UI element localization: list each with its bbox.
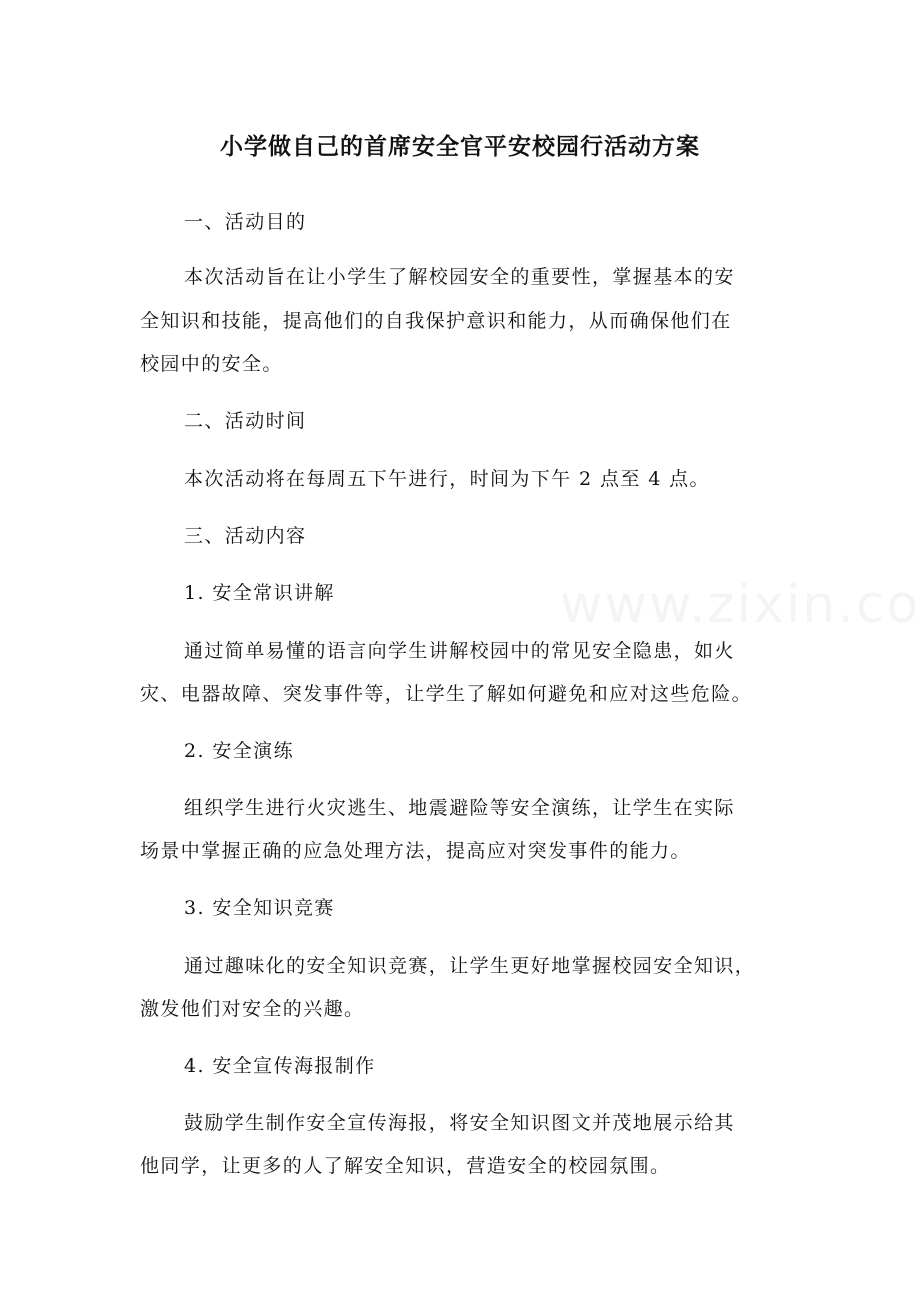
section-heading-time: 二、活动时间 [184,410,307,432]
section-heading-content: 三、活动内容 [184,525,307,547]
paragraph-line: 他同学，让更多的人了解安全知识，营造安全的校园氛围。 [140,1155,671,1177]
paragraph-line: 灾、电器故障、突发事件等，让学生了解如何避免和应对这些危险。 [140,683,753,705]
paragraph-line: 组织学生进行火灾逃生、地震避险等安全演练，让学生在实际 [184,797,735,819]
paragraph-line: 通过简单易懂的语言向学生讲解校园中的常见安全隐患，如火 [184,640,735,662]
paragraph-line: 校园中的安全。 [140,353,283,375]
item-label: 3. 安全知识竞赛 [184,897,335,919]
paragraph-line: 本次活动将在每周五下午进行，时间为下午 2 点至 4 点。 [184,468,710,490]
section-heading-purpose: 一、活动目的 [184,211,307,233]
document-title: 小学做自己的首席安全官平安校园行活动方案 [220,134,700,160]
paragraph-line: 全知识和技能，提高他们的自我保护意识和能力，从而确保他们在 [140,310,732,332]
paragraph-line: 通过趣味化的安全知识竞赛，让学生更好地掌握校园安全知识， [184,955,756,977]
paragraph-line: 鼓励学生制作安全宣传海报，将安全知识图文并茂地展示给其 [184,1112,735,1134]
paragraph-line: 场景中掌握正确的应急处理方法，提高应对突发事件的能力。 [140,840,691,862]
item-label: 1. 安全常识讲解 [184,582,335,604]
paragraph-line: 激发他们对安全的兴趣。 [140,998,365,1020]
paragraph-line: 本次活动旨在让小学生了解校园安全的重要性，掌握基本的安 [184,266,735,288]
watermark [560,575,920,635]
item-label: 4. 安全宣传海报制作 [184,1055,376,1077]
item-label: 2. 安全演练 [184,740,294,762]
